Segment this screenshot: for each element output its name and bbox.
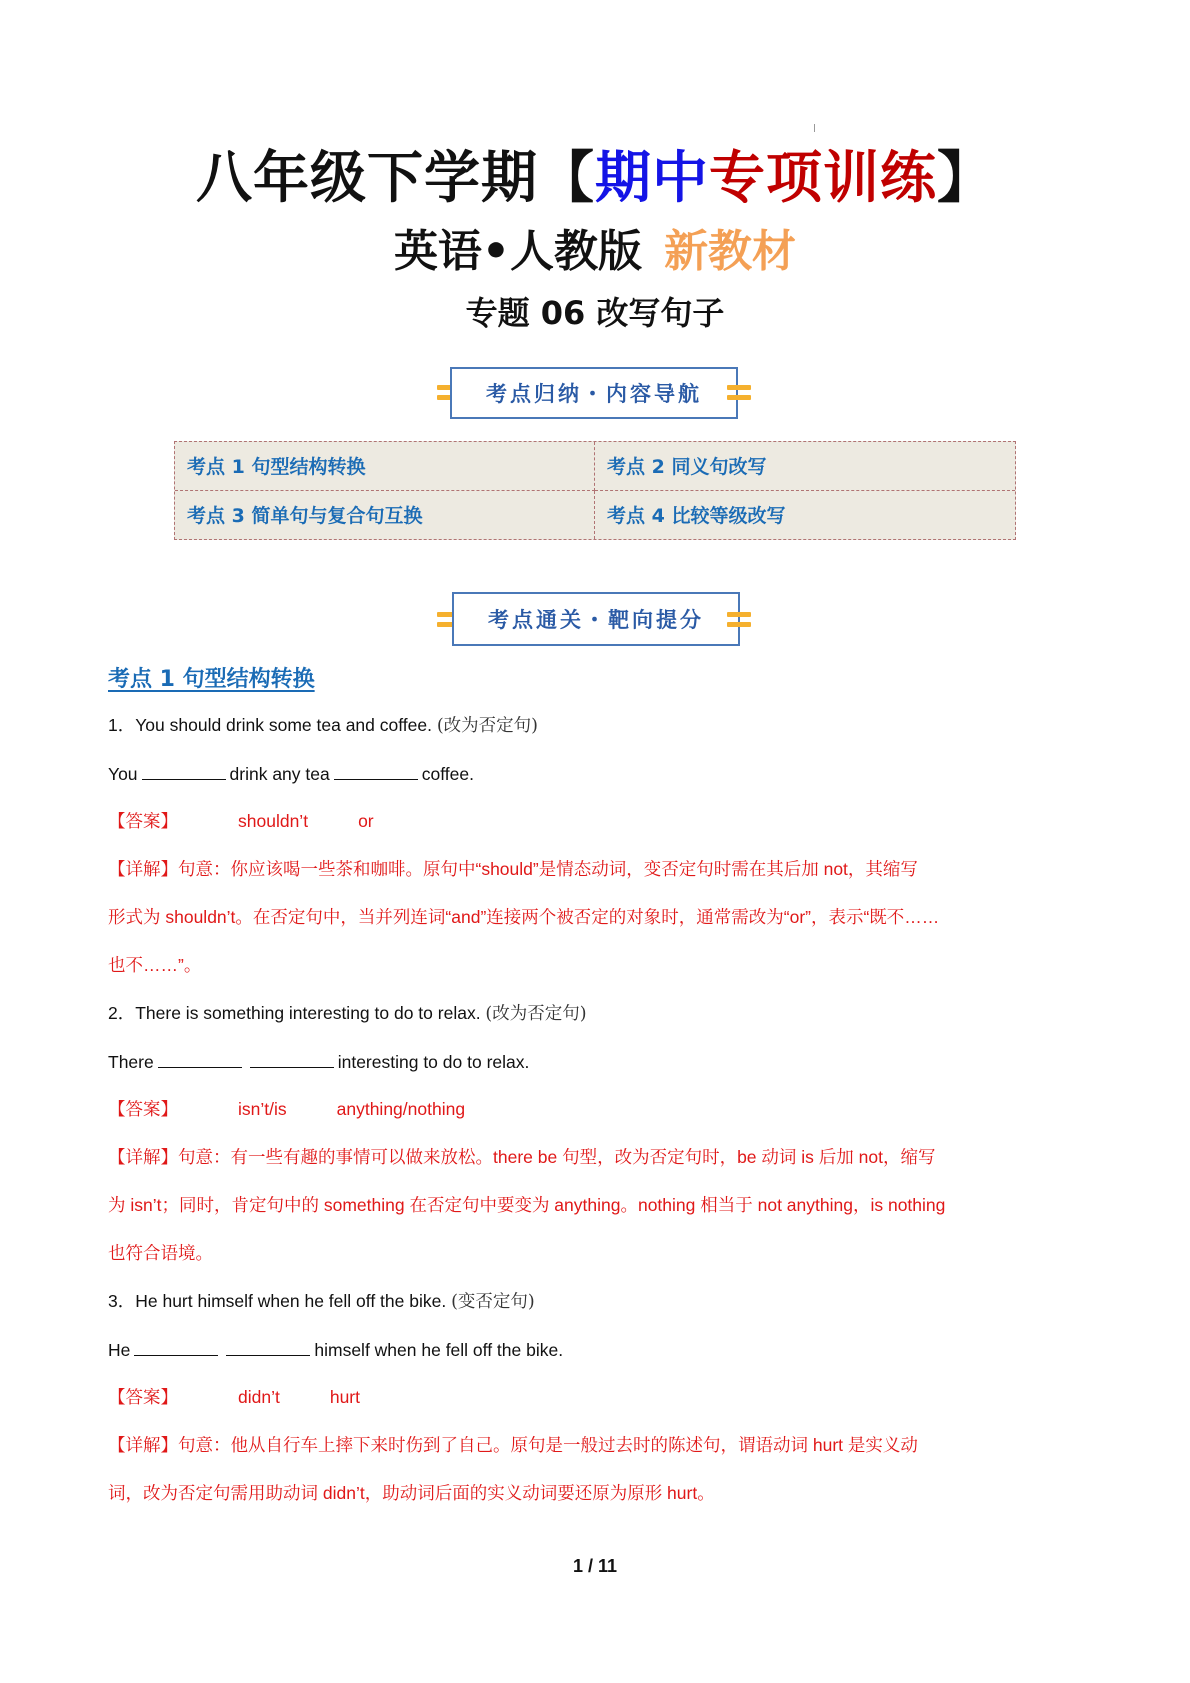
banner-bars-icon (727, 612, 751, 628)
subtitle-highlight: 新教材 (664, 226, 797, 277)
explanation-line: 词，改为否定句需用助动词 didn’t，助动词后面的实义动词要还原为原形 hurt。 (108, 1483, 715, 1503)
answer-label: 【答案】 (108, 1100, 178, 1120)
page-tick-mark (814, 124, 815, 132)
fill-text: You (108, 764, 138, 784)
answer-blank[interactable] (250, 1049, 334, 1068)
toc-item-4[interactable] (595, 491, 1015, 540)
question-number: 3． (108, 1291, 136, 1311)
question-2-fill (108, 1049, 529, 1074)
question-instruction: (改为否定句) (485, 1004, 587, 1024)
title-prefix: 八年级下学期【 (196, 146, 595, 211)
question-text: He hurt himself when he fell off the bike. (135, 1291, 452, 1311)
answer-value: isn’t/is (238, 1099, 287, 1119)
fill-text: coffee. (421, 764, 474, 784)
question-1-fill (108, 761, 474, 786)
answer-label: 【答案】 (108, 812, 178, 832)
document-title (0, 146, 1190, 212)
question-1-answer (108, 809, 374, 834)
toc-item-1[interactable] (175, 442, 595, 491)
banner-bars-icon (727, 385, 751, 401)
question-text: You should drink some tea and coffee. (135, 715, 437, 735)
answer-value: hurt (329, 1387, 360, 1407)
question-3-prompt (108, 1289, 535, 1314)
fill-text: drink any tea (229, 764, 330, 784)
fill-text: There (108, 1052, 154, 1072)
fill-text: He (108, 1340, 131, 1360)
answer-blank[interactable] (226, 1337, 310, 1356)
toc-item-3[interactable] (175, 491, 595, 540)
question-2-answer (108, 1097, 465, 1122)
question-instruction: (改为否定句) (436, 716, 538, 736)
toc-table (174, 441, 1016, 540)
answer-blank[interactable] (334, 761, 418, 780)
title-suffix: 】 (937, 146, 994, 211)
explanation-line: 形式为 shouldn’t。在否定句中，当并列连词“and”连接两个被否定的对象时，通常需改为“or”，表示“既不…… (108, 907, 940, 927)
explanation-line: 为 isn’t；同时，肯定句中的 something 在否定句中要变为 anything。nothing 相当于 not anything，is nothing (108, 1195, 946, 1215)
subtitle-main: 英语•人教版 (393, 226, 643, 277)
question-2-prompt (108, 1001, 587, 1026)
practice-banner (452, 592, 740, 646)
explanation-line: 也不……”。 (108, 955, 202, 975)
question-1-prompt (108, 713, 538, 738)
toc-item-2[interactable] (595, 442, 1015, 491)
page-number: 1 / 11 (572, 1556, 618, 1576)
answer-value: anything/nothing (336, 1099, 466, 1119)
answer-value: shouldn’t (238, 811, 309, 831)
answer-blank[interactable] (158, 1049, 242, 1068)
document-subtitle (0, 225, 1190, 279)
practice-banner-label: 考点通关・靶向提分 (488, 608, 704, 632)
question-text: There is something interesting to do to relax. (135, 1003, 486, 1023)
answer-value: or (358, 811, 374, 831)
question-3-fill (108, 1337, 563, 1362)
topic-title: 专题 06 改写句子 (465, 294, 725, 332)
title-blue-text: 期中 (595, 146, 709, 211)
explanation-line: 也符合语境。 (108, 1243, 213, 1263)
question-number: 1． (108, 715, 136, 735)
toc-item-label: 考点 2 同义句改写 (607, 456, 767, 479)
answer-label: 【答案】 (108, 1388, 178, 1408)
explanation-line: 【详解】句意：他从自行车上摔下来时伤到了自己。原句是一般过去时的陈述句，谓语动词 hurt 是实义动 (108, 1435, 918, 1455)
answer-blank[interactable] (142, 761, 226, 780)
answer-value: didn’t (238, 1387, 280, 1407)
title-red-text: 专项训练 (709, 146, 937, 211)
question-number: 2． (108, 1003, 136, 1023)
toc-item-label: 考点 4 比较等级改写 (607, 505, 786, 528)
fill-text: interesting to do to relax. (337, 1052, 530, 1072)
explanation-line: 【详解】句意：你应该喝一些茶和咖啡。原句中“should”是情态动词，变否定句时需在其后加 not，其缩写 (108, 859, 918, 879)
answer-blank[interactable] (134, 1337, 218, 1356)
nav-banner-label: 考点归纳・内容导航 (486, 382, 702, 406)
toc-item-label: 考点 3 简单句与复合句互换 (187, 505, 423, 528)
question-instruction: (变否定句) (451, 1292, 535, 1312)
toc-item-label: 考点 1 句型结构转换 (187, 456, 366, 479)
fill-text: himself when he fell off the bike. (314, 1340, 564, 1360)
explanation-line: 【详解】句意：有一些有趣的事情可以做来放松。there be 句型，改为否定句时，be 动词 is 后加 not，缩写 (108, 1147, 936, 1167)
section-heading[interactable]: 考点 1 句型结构转换 (108, 667, 315, 692)
question-3-answer (108, 1385, 360, 1410)
nav-banner (450, 367, 738, 419)
